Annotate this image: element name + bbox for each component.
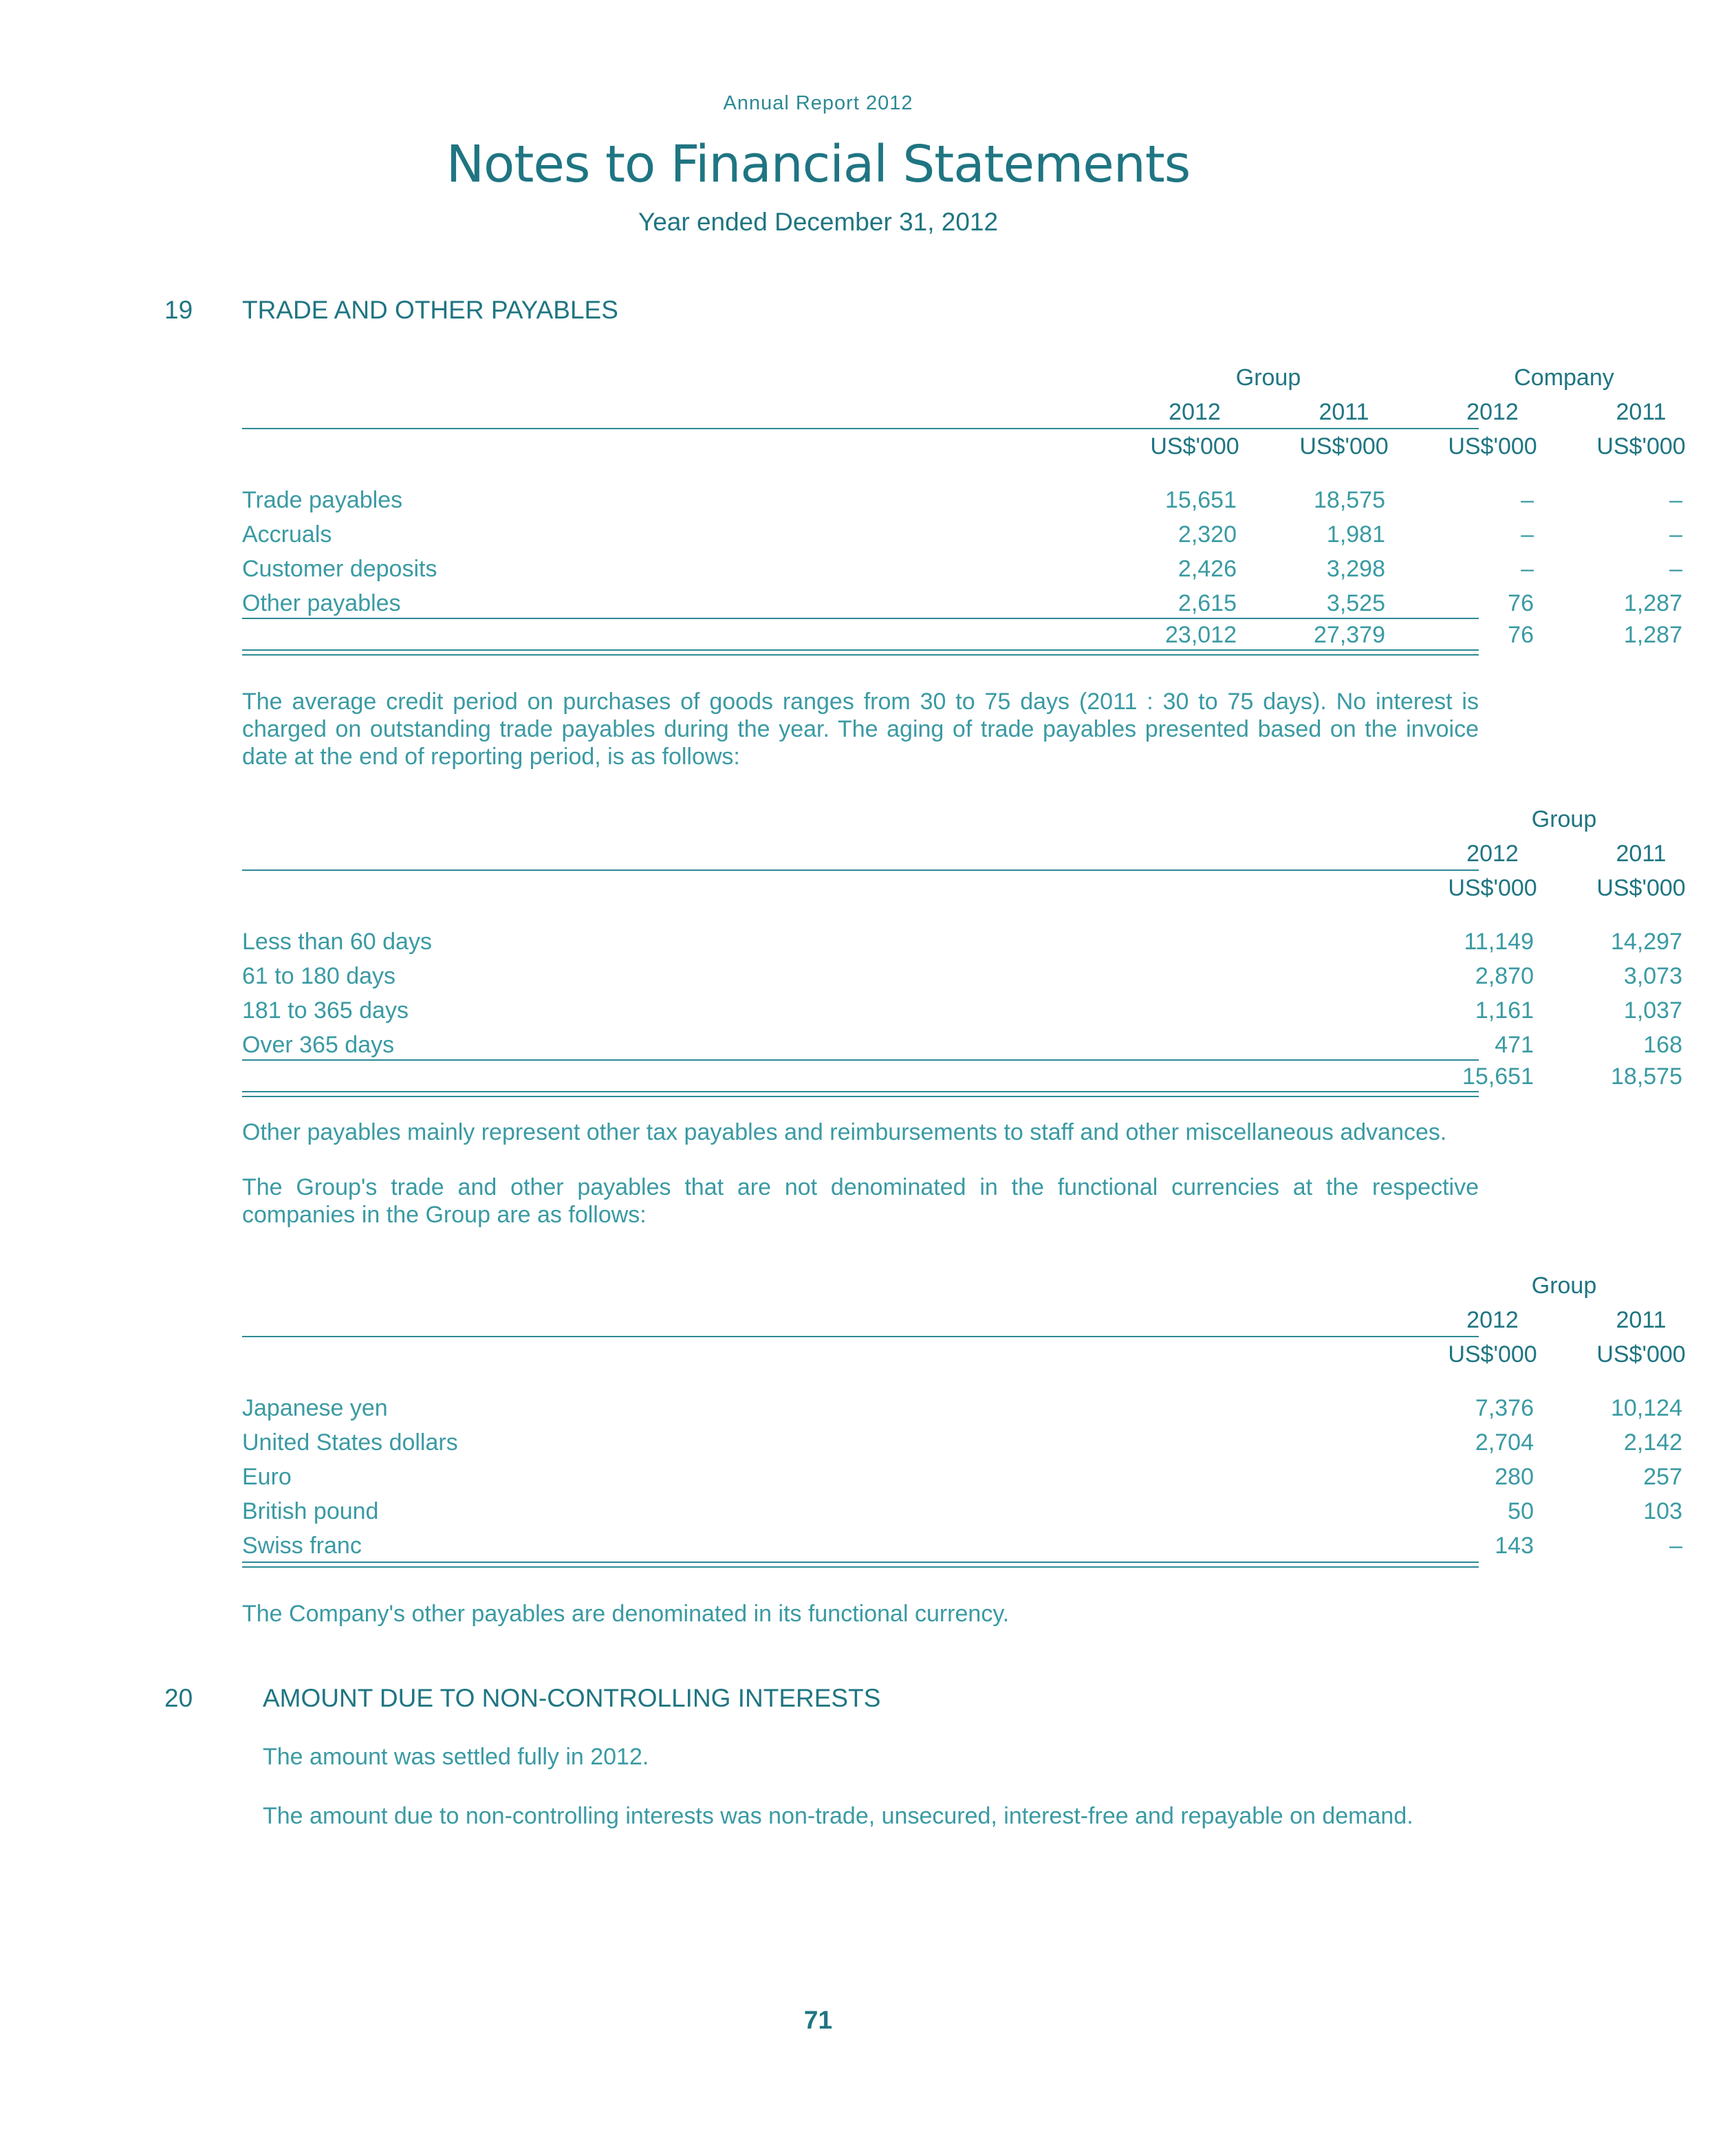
cell-value: 280 (1495, 1464, 1534, 1490)
cell-value: – (1521, 487, 1534, 513)
header-rule (242, 1336, 1479, 1337)
cell-value: 3,073 (1623, 963, 1682, 989)
cell-value: – (1669, 556, 1682, 582)
cell-value: 1,287 (1623, 590, 1682, 616)
year-header: 2012 (1466, 1307, 1519, 1333)
total-value: 27,379 (1314, 622, 1385, 648)
cell-value: – (1521, 556, 1534, 582)
unit-header: US$'000 (1596, 1341, 1686, 1368)
year-header: 2011 (1616, 1307, 1667, 1333)
cell-value: 14,297 (1611, 929, 1682, 955)
cell-value: 50 (1508, 1498, 1534, 1524)
row-label: Accruals (242, 521, 332, 548)
row-label: Customer deposits (242, 556, 437, 582)
total-double-rule (242, 654, 1479, 656)
cell-value: 2,142 (1623, 1429, 1682, 1456)
header-rule (242, 869, 1479, 871)
unit-header: US$'000 (1596, 433, 1686, 460)
unit-header: US$'000 (1448, 433, 1537, 460)
company-payables-paragraph: The Company's other payables are denominated in its functional currency. (242, 1601, 1010, 1627)
cell-value: 2,870 (1475, 963, 1534, 989)
year-header: 2011 (1319, 399, 1369, 425)
cell-value: 7,376 (1475, 1395, 1534, 1421)
page-subtitle: Year ended December 31, 2012 (638, 208, 999, 236)
row-label: Swiss franc (242, 1533, 362, 1559)
cell-value: 18,575 (1314, 487, 1385, 513)
cell-value: 143 (1495, 1533, 1534, 1559)
cell-value: – (1669, 487, 1682, 513)
page-title: Notes to Financial Statements (446, 135, 1191, 194)
cell-value: 2,320 (1178, 521, 1237, 548)
currency-paragraph: The Group's trade and other payables that are not denominated in the functional currencies at the respective companies in the Group are as follows: (242, 1174, 1479, 1228)
unit-header: US$'000 (1448, 875, 1537, 901)
row-label: Other payables (242, 590, 401, 616)
year-header: 2011 (1616, 841, 1667, 867)
settled-paragraph: The amount was settled fully in 2012. (263, 1744, 649, 1770)
cell-value: 11,149 (1464, 929, 1534, 955)
row-label: Japanese yen (242, 1395, 388, 1421)
header-rule (242, 428, 1479, 429)
cell-value: 3,298 (1326, 556, 1385, 582)
total-double-rule (242, 1096, 1479, 1097)
cell-value: – (1669, 1533, 1682, 1559)
note-19-heading: TRADE AND OTHER PAYABLES (242, 296, 618, 324)
cell-value: 168 (1643, 1032, 1682, 1058)
nci-terms-paragraph: The amount due to non-controlling interests was non-trade, unsecured, interest-free and repayable on demand. (263, 1803, 1413, 1829)
group-header: Group (1531, 806, 1597, 832)
credit-period-paragraph: The average credit period on purchases of goods ranges from 30 to 75 days (2011 : 30 to 75 days). No interest is charged on outstanding trade payables during the year. The aging of trade payables presented based on the invoice date at the end of reporting period, is as follows: (242, 689, 1479, 770)
cell-value: 3,525 (1326, 590, 1385, 616)
year-header: 2011 (1616, 399, 1667, 425)
cell-value: 2,704 (1475, 1429, 1534, 1456)
cell-value: 10,124 (1611, 1395, 1682, 1421)
page-number: 71 (803, 2006, 833, 2034)
cell-value: 1,037 (1623, 997, 1682, 1024)
unit-header: US$'000 (1596, 875, 1686, 901)
cell-value: 257 (1643, 1464, 1682, 1490)
total-double-rule (242, 1561, 1479, 1563)
row-label: 181 to 365 days (242, 997, 409, 1024)
cell-value: 15,651 (1165, 487, 1237, 513)
other-payables-paragraph: Other payables mainly represent other tax payables and reimbursements to staff and other miscellaneous advances. (242, 1119, 1447, 1145)
unit-header: US$'000 (1299, 433, 1389, 460)
total-value: 18,575 (1611, 1063, 1682, 1090)
year-header: 2012 (1169, 399, 1221, 425)
total-double-rule (242, 1091, 1479, 1092)
note-20-heading: AMOUNT DUE TO NON-CONTROLLING INTERESTS (263, 1684, 881, 1712)
row-label: Trade payables (242, 487, 403, 513)
total-double-rule (242, 1566, 1479, 1568)
report-label: Annual Report 2012 (723, 92, 913, 114)
cell-value: 1,161 (1475, 997, 1534, 1024)
row-label: 61 to 180 days (242, 963, 396, 989)
total-double-rule (242, 649, 1479, 651)
cell-value: 103 (1643, 1498, 1682, 1524)
subtotal-rule (242, 618, 1479, 619)
group-header: Group (1531, 1273, 1597, 1299)
cell-value: 1,981 (1326, 521, 1385, 548)
row-label: United States dollars (242, 1429, 458, 1456)
total-value: 23,012 (1165, 622, 1237, 648)
note-20-number: 20 (164, 1684, 193, 1712)
subtotal-rule (242, 1059, 1479, 1061)
unit-header: US$'000 (1448, 1341, 1537, 1368)
cell-value: 2,615 (1178, 590, 1237, 616)
total-value: 1,287 (1623, 622, 1682, 648)
year-header: 2012 (1466, 841, 1519, 867)
unit-header: US$'000 (1150, 433, 1239, 460)
row-label: Less than 60 days (242, 929, 432, 955)
total-value: 15,651 (1462, 1063, 1534, 1090)
note-19-number: 19 (164, 296, 193, 324)
row-label: British pound (242, 1498, 379, 1524)
cell-value: – (1669, 521, 1682, 548)
total-value: 76 (1508, 622, 1534, 648)
group-header: Group (1235, 365, 1301, 391)
year-header: 2012 (1466, 399, 1519, 425)
row-label: Euro (242, 1464, 292, 1490)
company-header: Company (1514, 365, 1614, 391)
row-label: Over 365 days (242, 1032, 395, 1058)
cell-value: – (1521, 521, 1534, 548)
cell-value: 471 (1495, 1032, 1534, 1058)
cell-value: 76 (1508, 590, 1534, 616)
cell-value: 2,426 (1178, 556, 1237, 582)
